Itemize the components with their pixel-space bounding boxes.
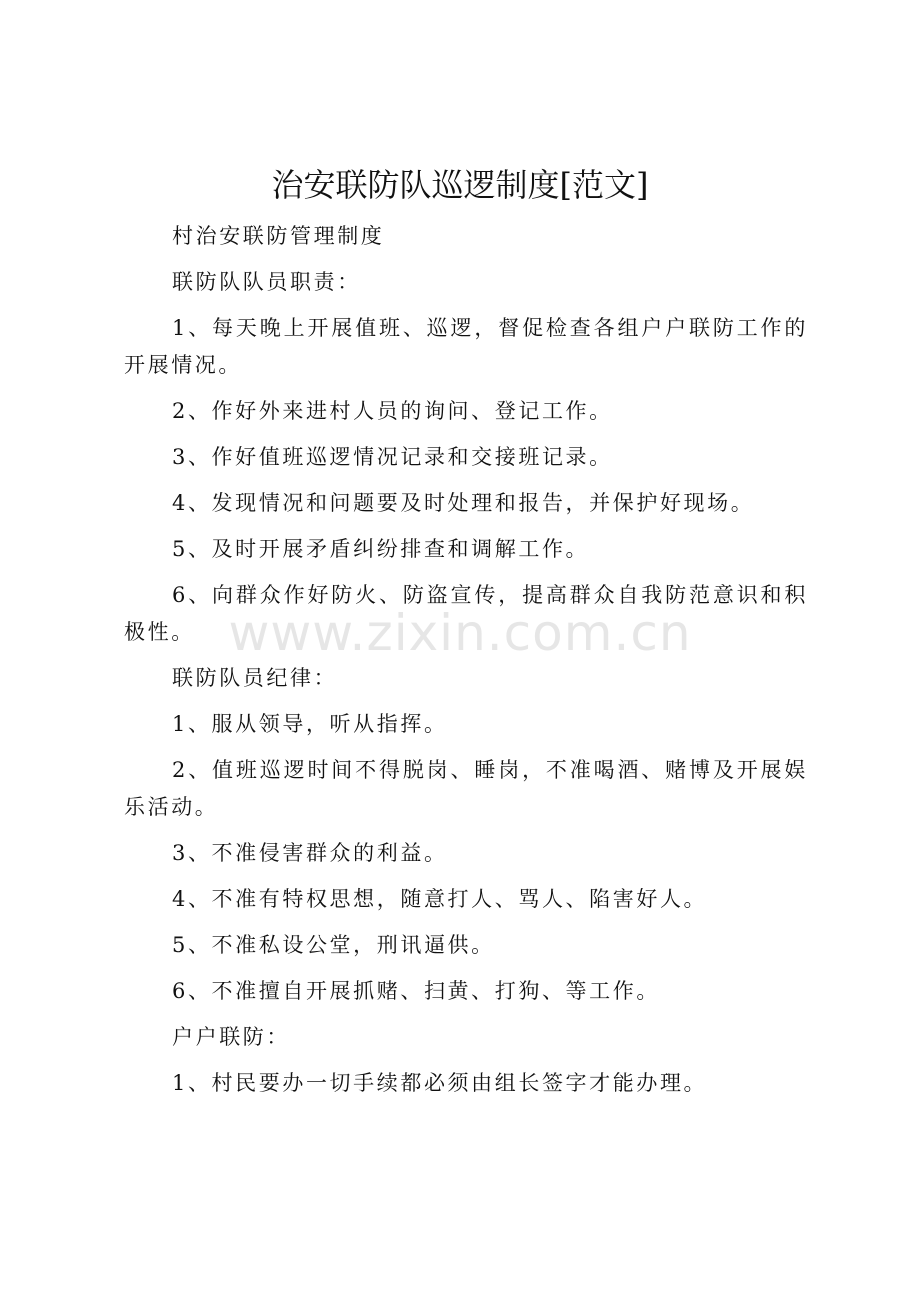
section-heading-duties: 联防队队员职责： [172,270,361,294]
discipline-item: 2、值班巡逻时间不得脱岗、睡岗，不准喝酒、赌博及开展娱乐活动。 [124,758,808,819]
duty-item: 5、及时开展矛盾纠纷排查和调解工作。 [172,537,590,561]
duty-item: 2、作好外来进村人员的询问、登记工作。 [172,399,613,423]
watermark: www.zixin.com.cn [228,604,692,662]
discipline-item: 1、服从领导，听从指挥。 [172,712,448,736]
discipline-item: 4、不准有特权思想，随意打人、骂人、陷害好人。 [172,887,708,911]
paragraph-heading: 村治安联防管理制度 [172,224,385,248]
section-heading-discipline: 联防队员纪律： [172,666,338,690]
document-body [124,218,808,1111]
section-heading-household: 户户联防： [172,1025,290,1049]
duty-item: 1、每天晚上开展值班、巡逻，督促检查各组户户联防工作的开展情况。 [124,316,808,377]
document-title: 治安联防队巡逻制度[范文] [271,166,649,204]
duty-item: 4、发现情况和问题要及时处理和报告，并保护好现场。 [172,491,755,515]
duty-item: 3、作好值班巡逻情况记录和交接班记录。 [172,445,613,469]
discipline-item: 5、不准私设公堂，刑讯逼供。 [172,933,495,957]
household-item: 1、村民要办一切手续都必须由组长签字才能办理。 [172,1071,708,1095]
discipline-item: 6、不准擅自开展抓赌、扫黄、打狗、等工作。 [172,979,660,1003]
discipline-item: 3、不准侵害群众的利益。 [172,841,448,865]
duty-item: 6、向群众作好防火、防盗宣传，提高群众自我防范意识和积极性。 [124,583,808,644]
